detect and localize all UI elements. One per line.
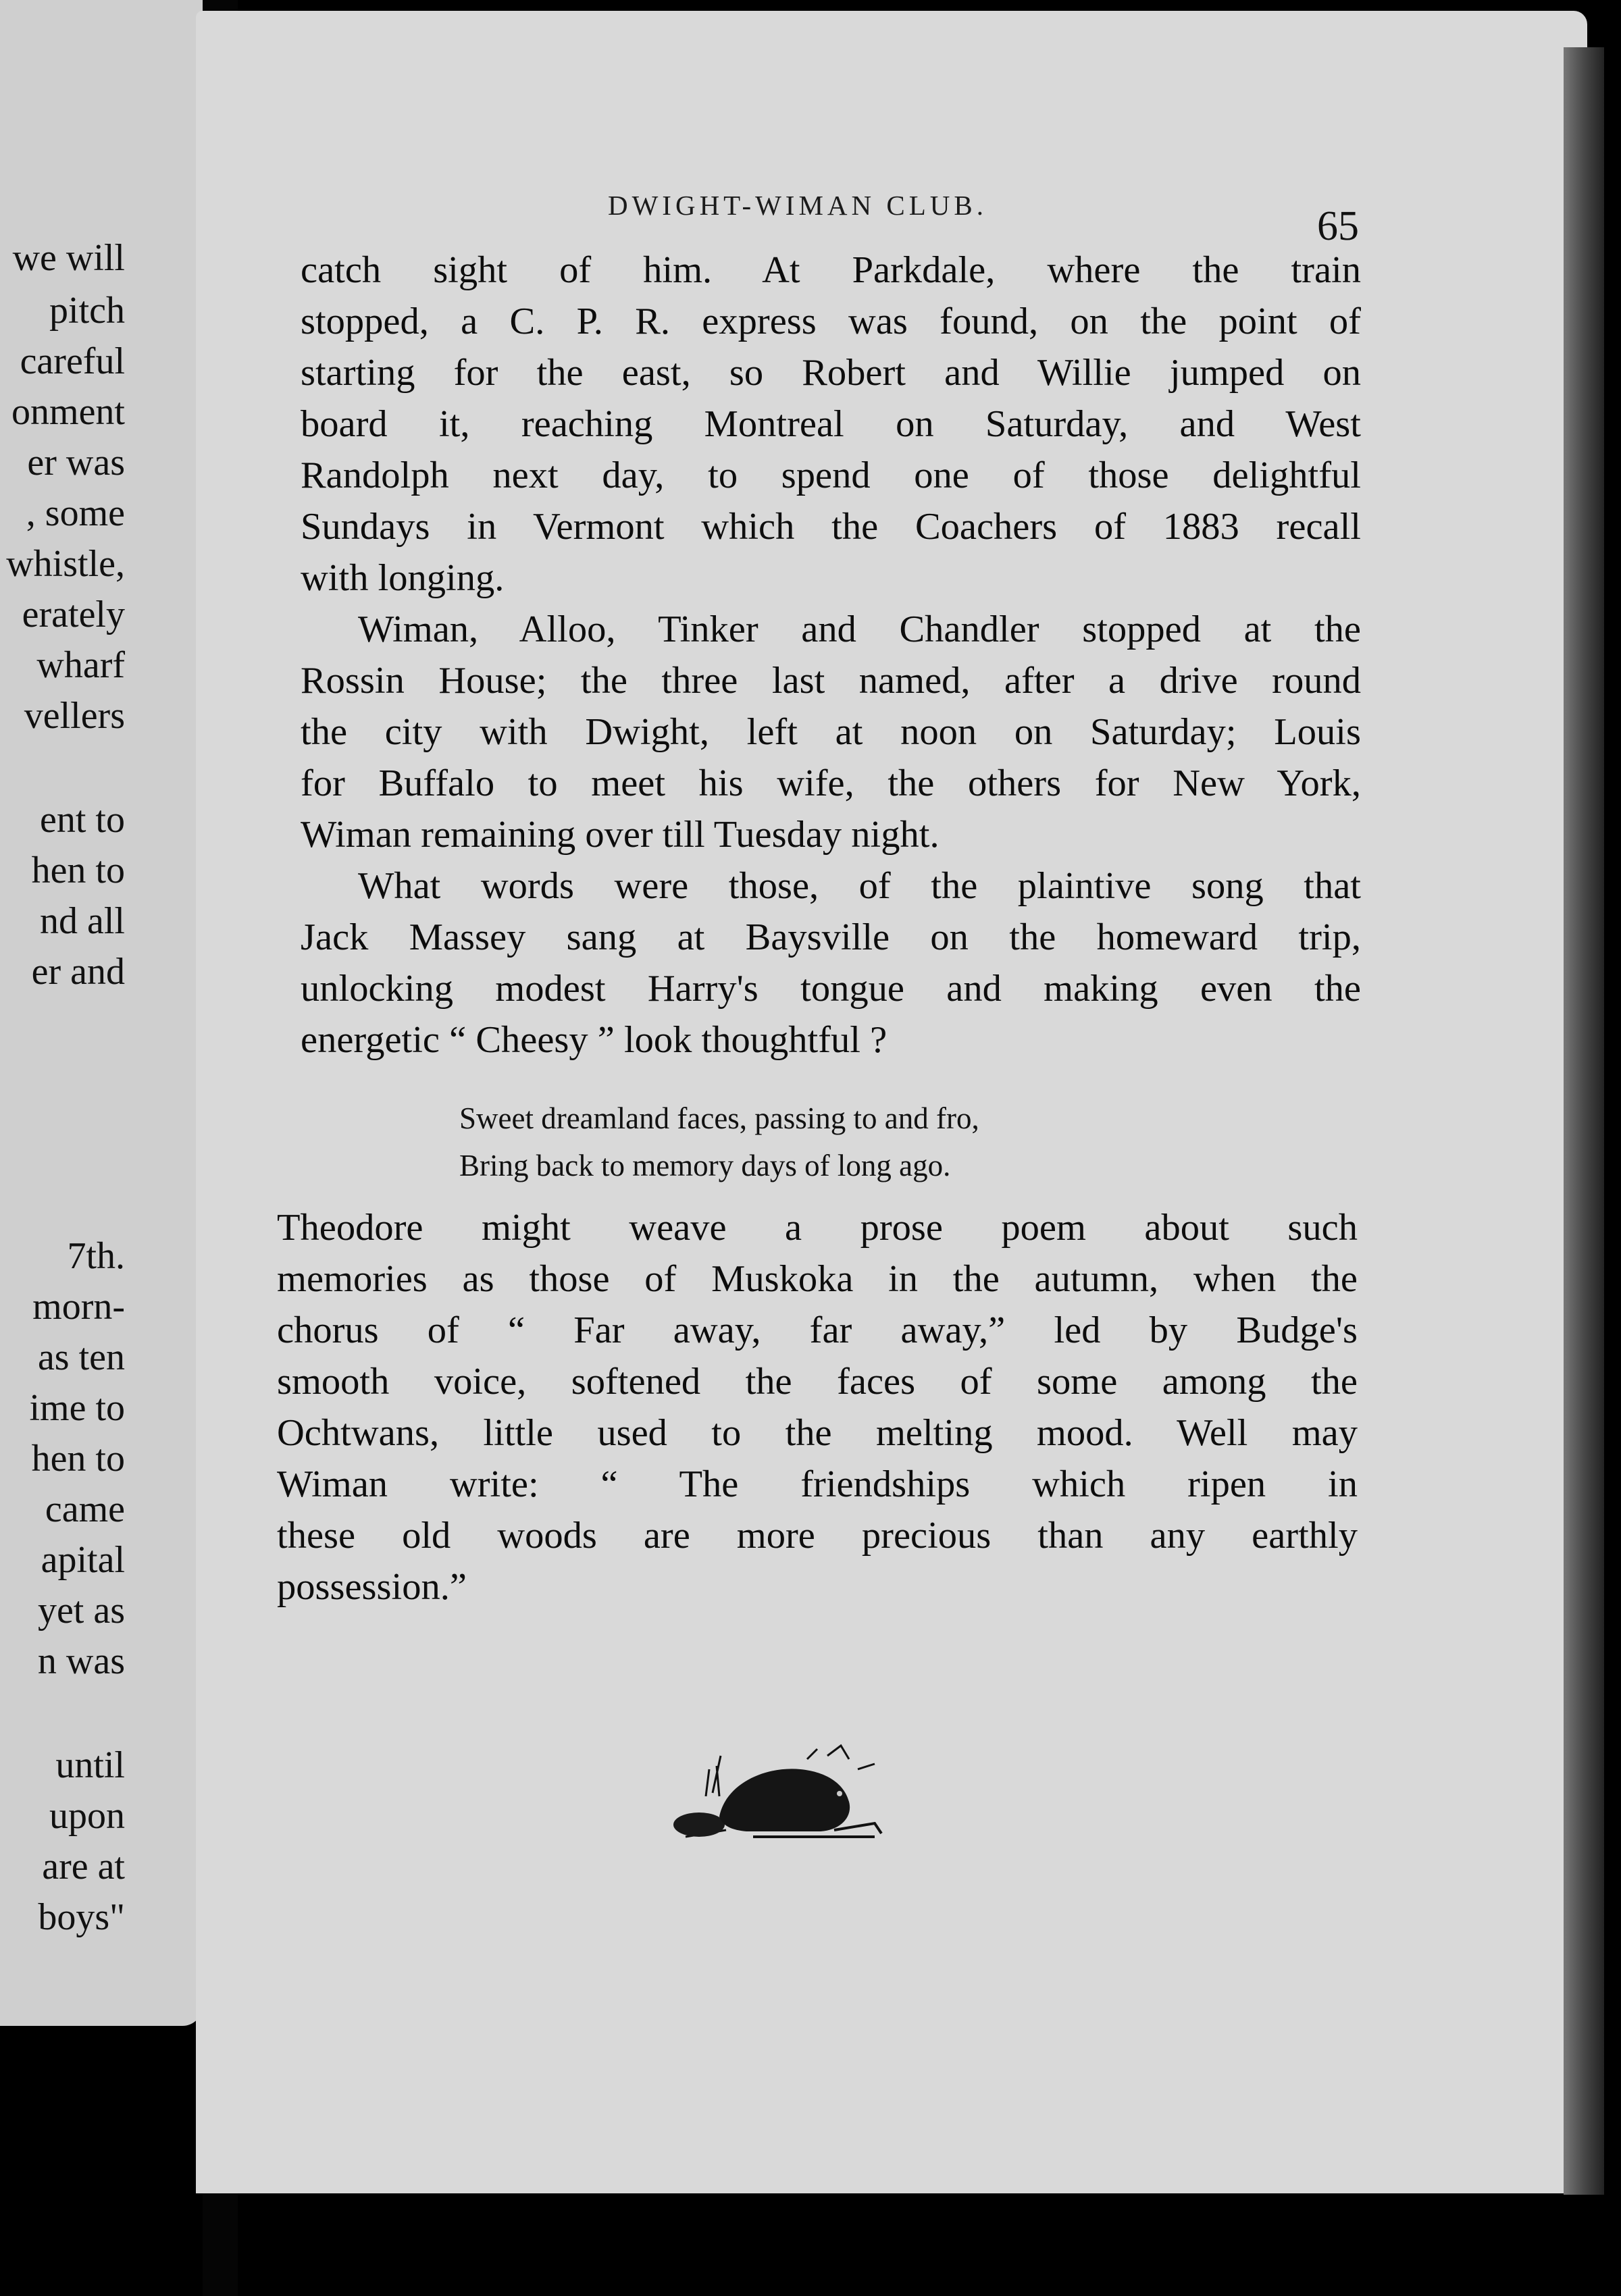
left-page-line: ime to bbox=[29, 1387, 125, 1429]
body-line: possession.” bbox=[277, 1566, 467, 1608]
body-line: with longing. bbox=[301, 557, 505, 599]
left-page-line: came bbox=[45, 1488, 125, 1530]
body-line: What words were those, of the plaintive song that bbox=[358, 865, 1361, 907]
left-page-line: boys" bbox=[38, 1896, 125, 1938]
left-page-line: wharf bbox=[36, 644, 125, 686]
left-page-line: ent to bbox=[40, 799, 125, 841]
body-line: Theodore might weave a prose poem about such bbox=[277, 1207, 1358, 1249]
verse-line: Sweet dreamland faces, passing to and fro, bbox=[459, 1101, 979, 1135]
body-line: Wiman, Alloo, Tinker and Chandler stopped at the bbox=[358, 608, 1361, 650]
body-line: stopped, a C. P. R. express was found, on the point of bbox=[301, 301, 1361, 342]
left-page-line: as ten bbox=[37, 1336, 125, 1378]
beaver-icon bbox=[672, 1729, 888, 1850]
left-page-line: careful bbox=[20, 340, 125, 382]
body-line: memories as those of Muskoka in the autumn, when the bbox=[277, 1258, 1358, 1300]
running-header: DWIGHT-WIMAN CLUB. bbox=[608, 190, 987, 221]
body-line: energetic “ Cheesy ” look thoughtful ? bbox=[301, 1019, 887, 1061]
left-page-line: morn- bbox=[32, 1286, 125, 1328]
left-page-line: n was bbox=[37, 1640, 125, 1682]
left-page-line: er was bbox=[27, 442, 125, 484]
left-page-line: pitch bbox=[49, 290, 125, 332]
body-line: chorus of “ Far away, far away,” led by Budge's bbox=[277, 1309, 1358, 1351]
left-page bbox=[0, 0, 203, 2026]
body-line: unlocking modest Harry's tongue and making even the bbox=[301, 968, 1361, 1010]
left-page-line: nd all bbox=[40, 900, 125, 942]
left-page-line: hen to bbox=[31, 1438, 125, 1480]
page-edge bbox=[1564, 47, 1604, 2195]
body-line: Randolph next day, to spend one of those delightful bbox=[301, 454, 1361, 496]
left-page-line: yet as bbox=[37, 1590, 125, 1632]
left-page-line: whistle, bbox=[6, 543, 125, 585]
left-page-line: apital bbox=[41, 1539, 125, 1581]
left-page-line: are at bbox=[42, 1846, 125, 1887]
body-line: starting for the east, so Robert and Willie jumped on bbox=[301, 352, 1361, 394]
verse-line: Bring back to memory days of long ago. bbox=[459, 1149, 951, 1182]
left-page-line: erately bbox=[22, 594, 125, 635]
body-line: catch sight of him. At Parkdale, where the train bbox=[301, 249, 1361, 291]
left-page-line: upon bbox=[49, 1795, 125, 1837]
left-page-line: 7th. bbox=[67, 1235, 125, 1277]
body-line: smooth voice, softened the faces of some among the bbox=[277, 1361, 1358, 1403]
body-line: Jack Massey sang at Baysville on the homeward trip, bbox=[301, 916, 1361, 958]
body-line: board it, reaching Montreal on Saturday, and West bbox=[301, 403, 1361, 445]
body-line: Wiman write: “ The friendships which ripen in bbox=[277, 1463, 1358, 1505]
body-line: the city with Dwight, left at noon on Saturday; Louis bbox=[301, 711, 1361, 753]
left-page-line: er and bbox=[31, 951, 125, 993]
body-line: Rossin House; the three last named, after a drive round bbox=[301, 660, 1361, 702]
body-line: Sundays in Vermont which the Coachers of 1883 recall bbox=[301, 506, 1361, 548]
body-line: Ochtwans, little used to the melting mood. Well may bbox=[277, 1412, 1358, 1454]
body-line: Wiman remaining over till Tuesday night. bbox=[301, 814, 940, 856]
left-page-line: hen to bbox=[31, 850, 125, 891]
left-page-line: until bbox=[55, 1744, 125, 1786]
left-page-line: we will bbox=[12, 237, 125, 279]
left-page-line: vellers bbox=[24, 695, 125, 737]
left-page-line: , some bbox=[26, 492, 125, 534]
left-page-line: onment bbox=[11, 391, 125, 433]
page-number: 65 bbox=[1317, 203, 1359, 249]
body-line: for Buffalo to meet his wife, the others for New York, bbox=[301, 762, 1361, 804]
body-line: these old woods are more precious than any earthly bbox=[277, 1515, 1358, 1557]
